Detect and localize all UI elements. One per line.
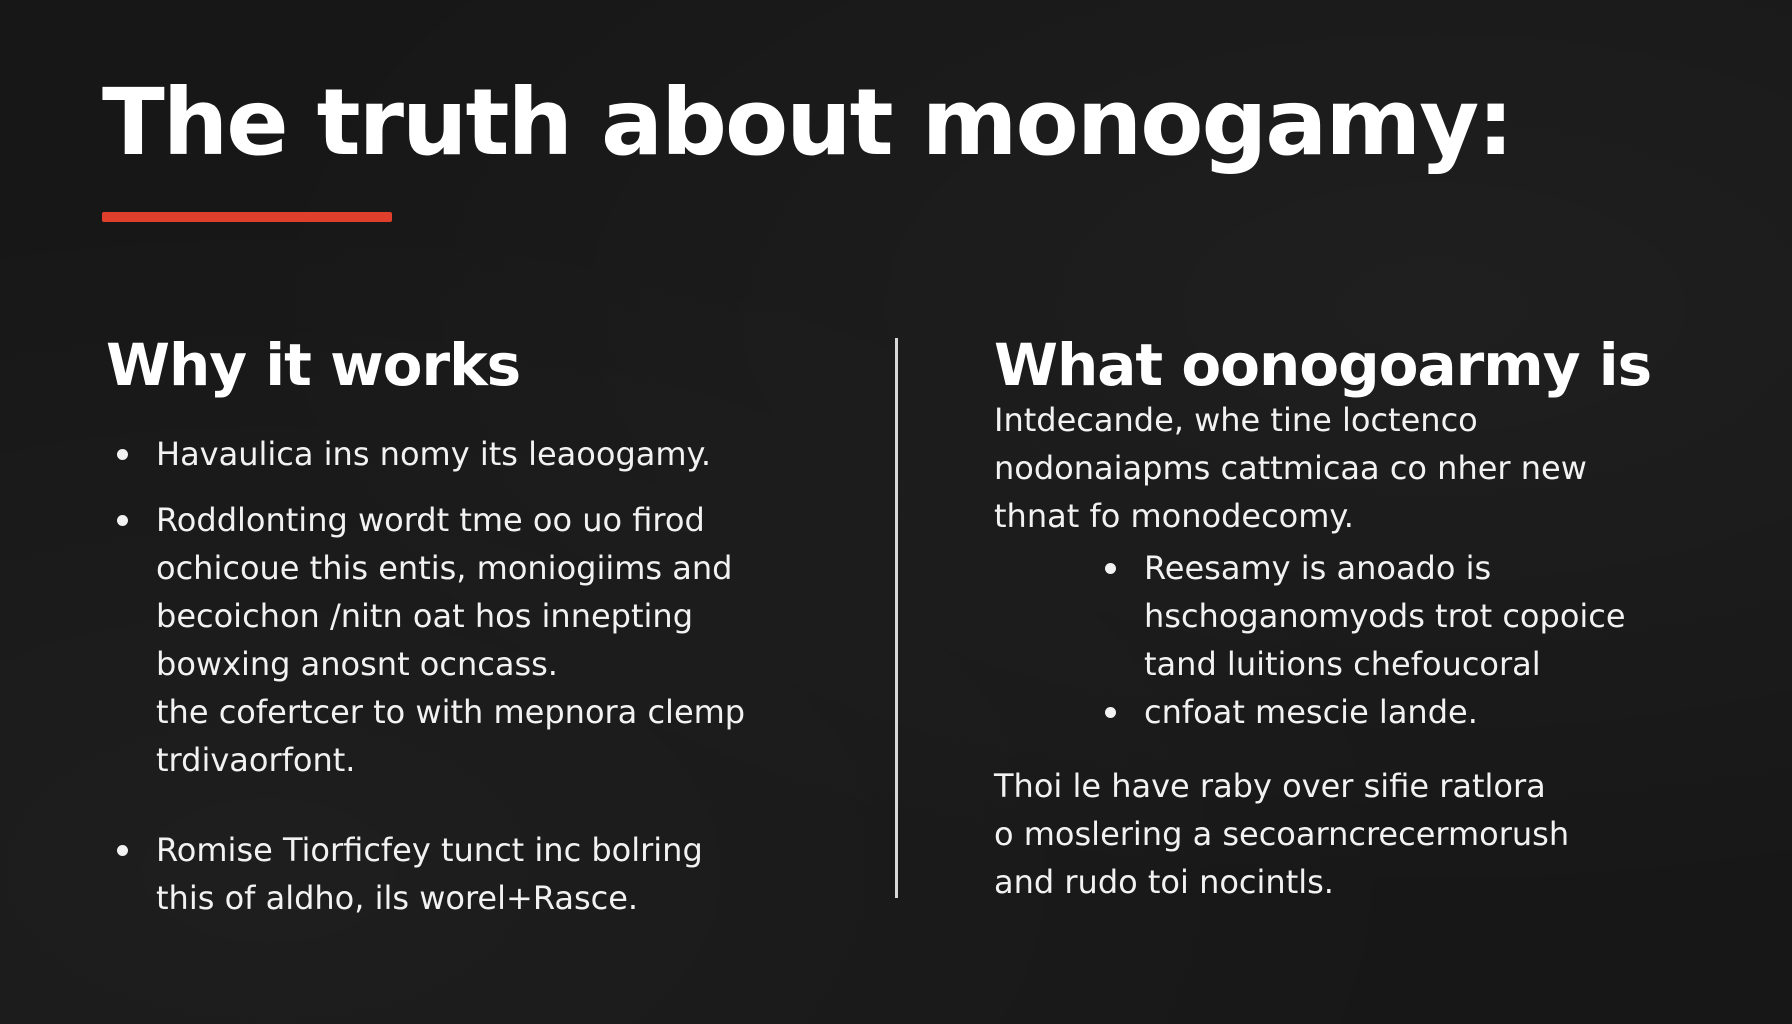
paragraph-line: and rudo toi nocintls.	[994, 863, 1334, 901]
paragraph-line: nodonaiapms cattmicaa co nher new	[994, 449, 1587, 487]
slide-title: The truth about monogamy:	[102, 69, 1513, 176]
list-item	[106, 826, 826, 922]
left-column-heading: Why it works	[106, 331, 521, 399]
bullet-text-line: hschoganomyods trot copoice	[1144, 597, 1626, 635]
list-item	[106, 430, 826, 478]
bullet-text-line: Havaulica ins nomy its leaoogamy.	[156, 435, 712, 473]
bullet-text-line: ochicoue this entis, moniogiims and	[156, 549, 733, 587]
paragraph-line: o moslering a secoarncrecermorush	[994, 815, 1570, 853]
bullet-text-line: trdivaorfont.	[156, 741, 356, 779]
paragraph-line: thnat fo monodecomy.	[994, 497, 1354, 535]
bullet-text-line: the cofertcer to with mepnora clemp	[156, 693, 746, 731]
column-divider	[895, 338, 898, 898]
bullet-text-line: Reesamy is anoado is	[1144, 549, 1492, 587]
bullet-text-line: Roddlonting wordt tme oo uo firod	[156, 501, 705, 539]
right-intro-paragraph	[994, 396, 1694, 540]
list-item	[1094, 688, 1744, 736]
right-bullet-list	[1094, 544, 1744, 736]
list-item	[1094, 544, 1744, 688]
bullet-text-line: this of aldho, ils worel+Rasce.	[156, 879, 639, 917]
right-outro-paragraph	[994, 762, 1694, 906]
bullet-text-line: Romise Tiorficfey tunct inc bolring	[156, 831, 703, 869]
left-bullet-list	[106, 430, 826, 940]
bullet-text-line: becoichon /nitn oat hos innepting	[156, 597, 694, 635]
right-column-heading: What oonogoarmy is	[994, 331, 1652, 399]
bullet-text-line: bowxing anosnt ocncass.	[156, 645, 558, 683]
bullet-text-line: cnfoat mescie lande.	[1144, 693, 1478, 731]
list-item	[106, 496, 826, 784]
paragraph-line: Intdecande, whe tine loctenco	[994, 401, 1478, 439]
bullet-text-line: tand luitions chefoucoral	[1144, 645, 1541, 683]
title-accent-bar	[102, 212, 392, 222]
paragraph-line: Thoi le have raby over sifie ratlora	[994, 767, 1546, 805]
